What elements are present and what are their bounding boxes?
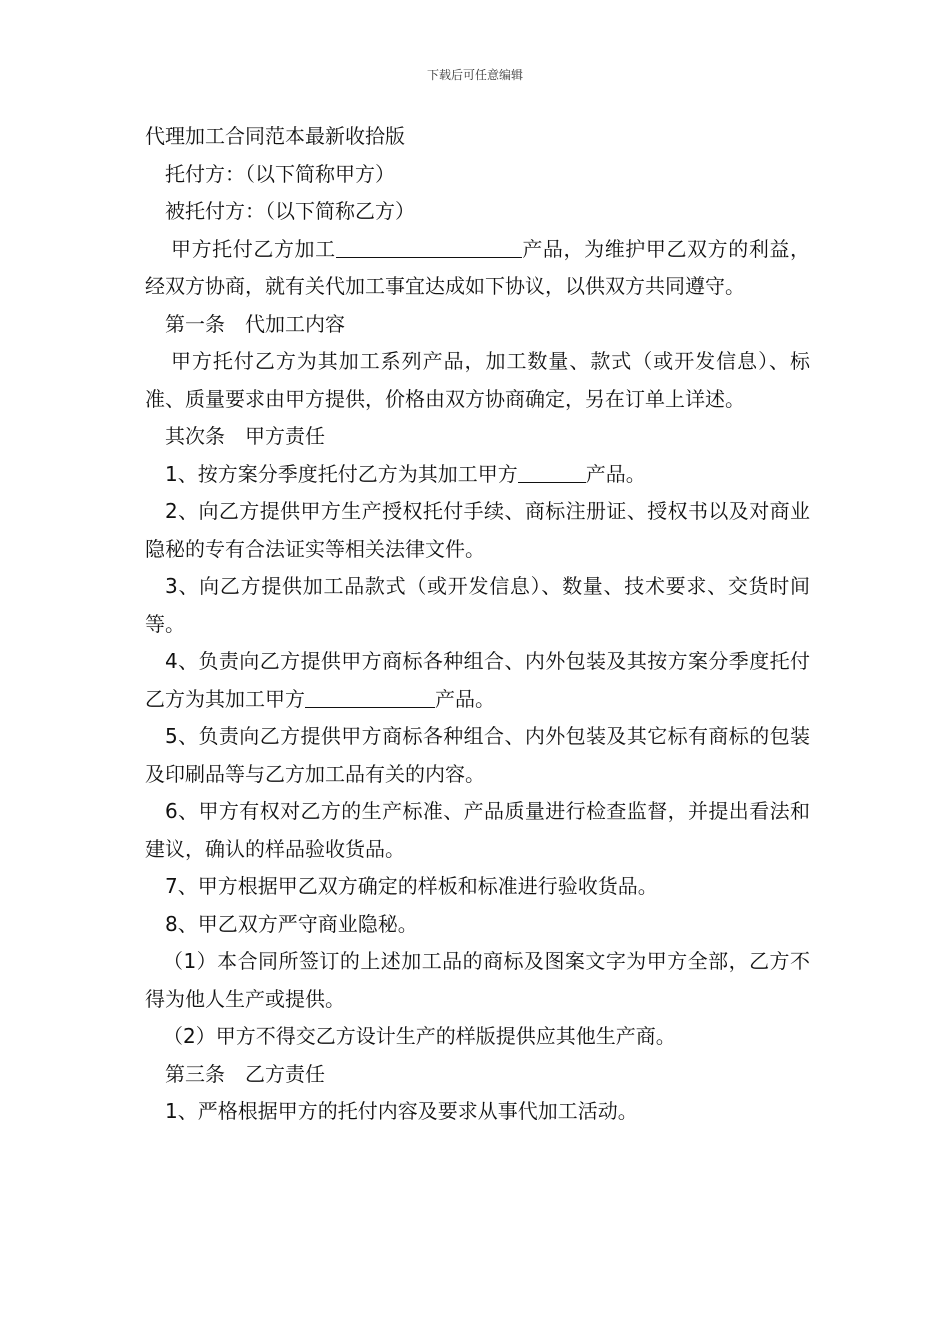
article-2-item-1 bbox=[145, 456, 810, 494]
article-1-heading: 第一条 代加工内容 bbox=[165, 311, 345, 336]
party-b-line: 被托付方：（以下简称乙方） bbox=[165, 199, 415, 223]
article-2-item-4 bbox=[145, 643, 810, 718]
article-2-item-6: 6、甲方有权对乙方的生产标准、产品质量进行检查监督，并提出看法和建议，确认的样品验收货品。 bbox=[145, 799, 810, 861]
intro-text-before: 甲方托付乙方加工 bbox=[171, 236, 336, 261]
article-3-item-1: 1、严格根据甲方的托付内容及要求从事代加工活动。 bbox=[165, 1099, 638, 1123]
fill-in-blank bbox=[336, 237, 522, 258]
contract-body bbox=[145, 118, 810, 1131]
intro-paragraph bbox=[145, 231, 810, 306]
article-1-text: 甲方托付乙方为其加工系列产品，加工数量、款式（或开发信息）、标准、质量要求由甲方提供，价格由双方协商确定，另在订单上详述。 bbox=[145, 349, 810, 411]
article-3-heading: 第三条 乙方责任 bbox=[165, 1061, 325, 1086]
contract-title: 代理加工合同范本最新收拾版 bbox=[145, 124, 405, 148]
article-2-item-3: 3、向乙方提供加工品款式（或开发信息）、数量、技术要求、交货时间等。 bbox=[145, 574, 810, 636]
article-2-heading: 其次条 甲方责任 bbox=[165, 424, 325, 448]
article-2-item-2: 2、向乙方提供甲方生产授权托付手续、商标注册证、授权书以及对商业隐秘的专有合法证实等相关法律文件。 bbox=[145, 499, 810, 561]
item-1-text-before: 1、按方案分季度托付乙方为其加工甲方 bbox=[165, 461, 518, 486]
item-4-text-after: 产品。 bbox=[435, 686, 495, 711]
party-a-line: 托付方：（以下简称甲方） bbox=[165, 161, 395, 186]
page-header: 下载后可任意编辑 bbox=[426, 68, 523, 82]
fill-in-blank bbox=[518, 462, 586, 483]
article-2-sub-item-1: （1）本合同所签订的上述加工品的商标及图案文字为甲方全部，乙方不得为他人生产或提供。 bbox=[145, 949, 810, 1011]
item-1-text-after: 产品。 bbox=[585, 461, 646, 486]
fill-in-blank bbox=[305, 687, 435, 708]
article-2-item-5: 5、负责向乙方提供甲方商标各种组合、内外包装及其它标有商标的包装及印刷品等与乙方加工品有关的内容。 bbox=[145, 724, 810, 786]
article-2-item-8: 8、甲乙双方严守商业隐秘。 bbox=[165, 911, 418, 936]
article-2-item-7: 7、甲方根据甲乙双方确定的样板和标准进行验收货品。 bbox=[165, 874, 658, 898]
item-4-text-before: 4、负责向乙方提供甲方商标各种组合、内外包装及其按方案分季度托付乙方为其加工甲方 bbox=[145, 649, 810, 711]
article-2-sub-item-2: （2）甲方不得交乙方设计生产的样版提供应其他生产商。 bbox=[163, 1024, 676, 1048]
intro-text-after: 产品，为维护甲乙双方的利益，经双方协商，就有关代加工事宜达成如下协议，以供双方共同遵守。 bbox=[145, 236, 811, 298]
